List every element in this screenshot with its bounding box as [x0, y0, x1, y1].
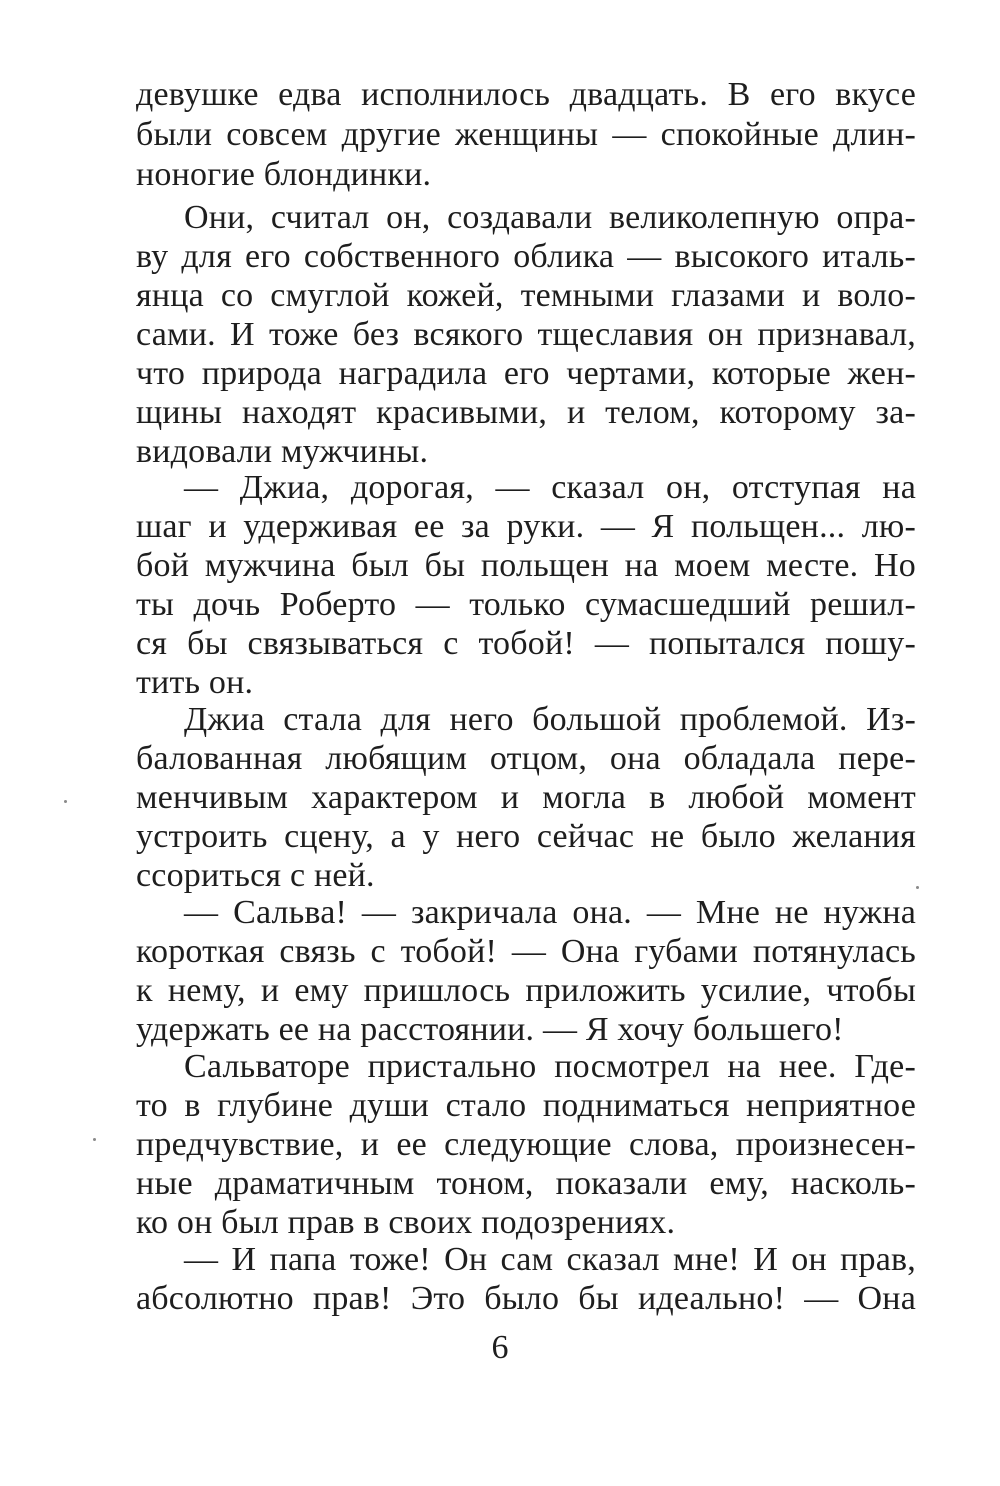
text-line: Джиа стала для него большой проблемой. Из-: [184, 701, 916, 738]
text-line: менчивым характером и могла в любой момент: [136, 779, 916, 816]
text-line: короткая связь с тобой! — Она губами потянулась: [136, 933, 916, 970]
text-line: удержать ее на расстоянии. — Я хочу большего!: [136, 1011, 844, 1048]
text-line: ссориться с ней.: [136, 857, 375, 894]
scan-speck: [64, 800, 67, 803]
page-number: 6: [491, 1329, 509, 1366]
text-line: бой мужчина был бы польщен на моем месте. Но: [136, 547, 916, 584]
text-line: щины находят красивыми, и телом, которому за-: [136, 394, 916, 431]
text-line: — И папа тоже! Он сам сказал мне! И он прав,: [184, 1241, 916, 1278]
text-line: ты дочь Роберто — только сумасшедший решил-: [136, 586, 916, 623]
text-line: шаг и удерживая ее за руки. — Я польщен... лю-: [136, 508, 916, 545]
text-line: ся бы связываться с тобой! — попытался пошу-: [136, 625, 916, 662]
scan-speck: [93, 1138, 96, 1141]
text-line: балованная любящим отцом, она обладала пере-: [136, 740, 916, 777]
text-line: тить он.: [136, 664, 254, 701]
text-line: абсолютно прав! Это было бы идеально! — Она: [136, 1280, 916, 1317]
text-line: сами. И тоже без всякого тщеславия он признавал,: [136, 316, 916, 353]
text-line: Сальваторе пристально посмотрел на нее. Где-: [184, 1048, 916, 1085]
text-line: — Сальва! — закричала она. — Мне не нужна: [184, 894, 916, 931]
text-line: к нему, и ему пришлось приложить усилие, чтобы: [136, 972, 916, 1009]
text-line: — Джиа, дорогая, — сказал он, отступая на: [184, 469, 916, 506]
text-line: девушке едва исполнилось двадцать. В его вкусе: [136, 76, 916, 113]
text-line: Они, считал он, создавали великолепную опра-: [184, 199, 916, 236]
text-line: предчувствие, и ее следующие слова, произнесен-: [136, 1126, 916, 1163]
text-line: ноногие блондинки.: [136, 156, 432, 193]
text-line: янца со смуглой кожей, темными глазами и воло-: [136, 277, 916, 314]
scan-speck: [916, 886, 919, 889]
text-line: ные драматичным тоном, показали ему, насколь-: [136, 1165, 916, 1202]
text-line: ву для его собственного облика — высокого италь-: [136, 238, 916, 275]
text-line: ко он был прав в своих подозрениях.: [136, 1204, 676, 1241]
text-line: видовали мужчины.: [136, 433, 429, 470]
text-line: что природа наградила его чертами, которые жен-: [136, 355, 916, 392]
text-line: были совсем другие женщины — спокойные длин-: [136, 116, 916, 153]
text-line: устроить сцену, а у него сейчас не было желания: [136, 818, 916, 855]
text-line: то в глубине души стало подниматься неприятное: [136, 1087, 916, 1124]
